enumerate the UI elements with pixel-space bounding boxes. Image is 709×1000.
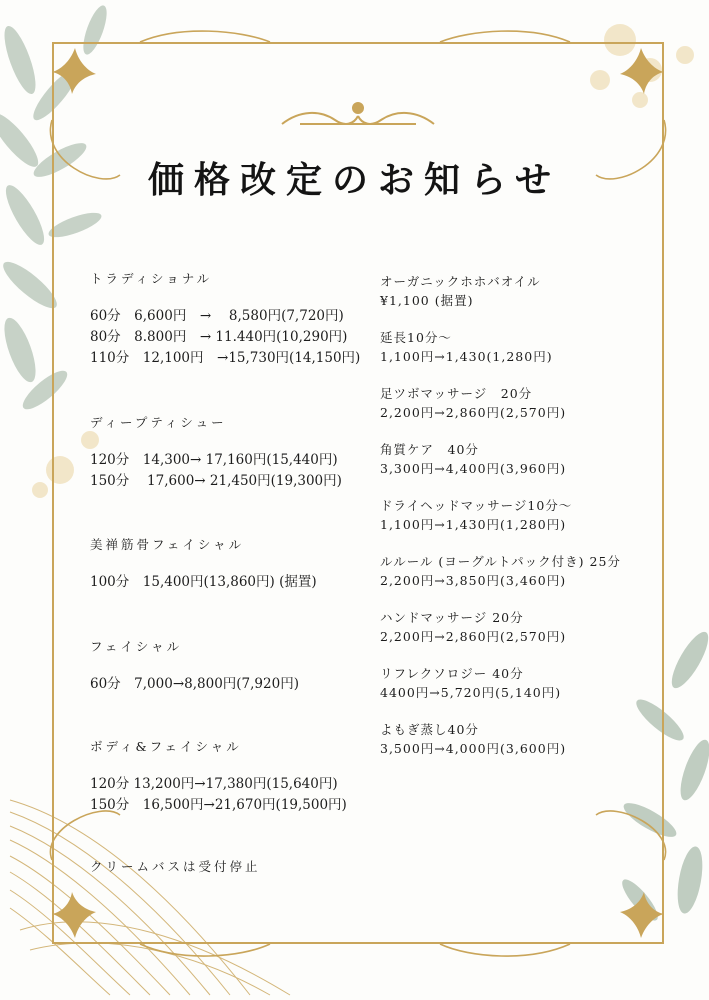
price-section-facial: [90, 636, 299, 695]
option-heading: ハンドマッサージ 20分: [380, 610, 524, 625]
option-reflexology: [380, 664, 561, 702]
option-yomogi-steam: [380, 720, 566, 758]
section-heading: ボディ&フェイシャル: [90, 739, 242, 754]
option-heading: よもぎ蒸し40分: [380, 722, 479, 737]
option-price: 2,200円→2,860円(2,570円): [380, 629, 567, 644]
section-heading: ディープティシュー: [90, 415, 227, 430]
option-lulur: [380, 552, 621, 590]
section-heading: 美禅筋骨フェイシャル: [90, 537, 245, 552]
option-heading: 延長10分～: [380, 330, 452, 345]
option-callus-care: [380, 440, 566, 478]
price-line: 120分 13,200円→17,380円(15,640円): [90, 776, 338, 792]
option-extension: [380, 328, 553, 366]
option-heading: ルルール (ヨーグルトパック付き) 25分: [380, 554, 621, 569]
option-price: 4400円→5,720円(5,140円): [380, 685, 562, 700]
price-section-cream-bath: [90, 856, 261, 877]
price-line: 110分 12,100円 →15,730円(14,150円): [90, 350, 361, 366]
price-line: 100分 15,400円(13,860円) (据置): [90, 574, 317, 590]
price-line: 150分 17,600→ 21,450円(19,300円): [90, 473, 342, 489]
option-price: 1,100円→1,430(1,280円): [380, 349, 553, 364]
option-heading: ドライヘッドマッサージ10分～: [380, 498, 573, 513]
price-section-body-facial: [90, 736, 347, 816]
price-line: 60分 6,600円 → 8,580円(7,720円): [90, 308, 344, 324]
price-section-traditional: [90, 268, 360, 369]
option-heading: 足ツボマッサージ 20分: [380, 386, 533, 401]
section-heading: トラディショナル: [90, 271, 213, 286]
option-hand-massage: [380, 608, 566, 646]
price-line: 150分 16,500円→21,670円(19,500円): [90, 797, 347, 813]
option-price: 2,200円→3,850円(3,460円): [380, 573, 567, 588]
option-dry-head-massage: [380, 496, 572, 534]
section-heading: フェイシャル: [90, 639, 183, 654]
option-price: ¥1,100 (据置): [380, 293, 474, 308]
price-line: 60分 7,000→8,800円(7,920円): [90, 676, 299, 692]
option-jojoba-oil: [380, 272, 541, 310]
page-title: 価格改定のお知らせ: [148, 159, 561, 201]
option-price: 2,200円→2,860円(2,570円): [380, 405, 567, 420]
option-price: 3,500円→4,000円(3,600円): [380, 741, 567, 756]
option-price: 1,100円→1,430円(1,280円): [380, 517, 567, 532]
option-heading: リフレクソロジー 40分: [380, 666, 524, 681]
price-section-deep-tissue: [90, 412, 342, 492]
section-heading: クリームバスは受付停止: [90, 859, 261, 874]
price-section-zen-facial: [90, 534, 317, 593]
price-line: 120分 14,300→ 17,160円(15,440円): [90, 452, 338, 468]
option-price: 3,300円→4,400円(3,960円): [380, 461, 567, 476]
option-foot-massage: [380, 384, 566, 422]
price-line: 80分 8.800円 → 11.440円(10,290円): [90, 329, 348, 345]
option-heading: オーガニックホホバオイル: [380, 274, 541, 289]
option-heading: 角質ケア 40分: [380, 442, 479, 457]
